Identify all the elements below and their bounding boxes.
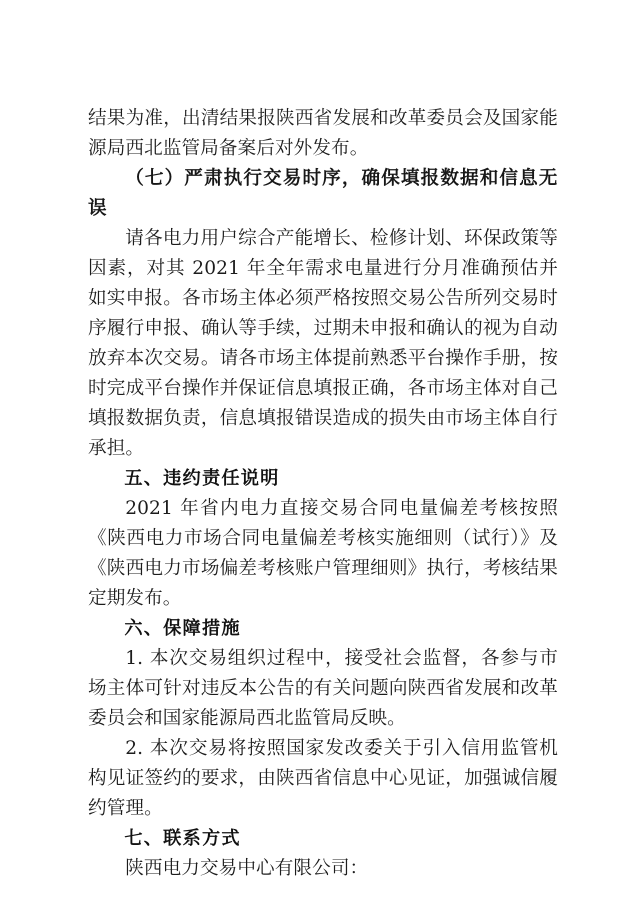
subheading-seven-trade-sequence: （七）严肃执行交易时序，确保填报数据和信息无误 xyxy=(88,168,558,219)
paragraph-contact-organization: 陕西电力交易中心有限公司： xyxy=(125,858,369,879)
paragraph-item-1-social-supervision: 1. 本次交易组织过程中，接受社会监督，各参与市场主体可针对违反本公告的有关问题向陕西省发展和改革委员会和国家能源局西北监管局反映。 xyxy=(88,648,558,729)
paragraph-deviation-assessment: 2021 年省内电力直接交易合同电量偏差考核按照《陕西电力市场合同电量偏差考核实施细则（试行）》及《陕西电力市场偏差考核账户管理细则》执行，考核结果定期发布。 xyxy=(88,498,558,609)
paragraph-continuation: 结果为准，出清结果报陕西省发展和改革委员会及国家能源局西北监管局备案后对外发布。 xyxy=(88,108,558,159)
section-heading-seven-contact: 七、联系方式 xyxy=(124,828,241,849)
section-heading-six-safeguard-measures: 六、保障措施 xyxy=(124,618,241,639)
paragraph-item-2-credit-supervision: 2. 本次交易将按照国家发改委关于引入信用监管机构见证签约的要求，由陕西省信息中心见证，加强诚信履约管理。 xyxy=(88,738,558,819)
document-text-column xyxy=(88,104,558,884)
paragraph-declaration-requirements: 请各电力用户综合产能增长、检修计划、环保政策等因素，对其 2021 年全年需求电量进行分月准确预估并如实申报。各市场主体必须严格按照交易公告所列交易时序履行申报、确认等手续，过期未申报和确认的视为自动放弃本次交易。请各市场主体提前熟悉平台操作手册，按时完成平台操作并保证信息填报正确，各市场主体对自己填报数据负责，信息填报错误造成的损失由市场主体自行承担。 xyxy=(88,228,558,459)
section-heading-five-breach-liability: 五、违约责任说明 xyxy=(124,468,280,489)
